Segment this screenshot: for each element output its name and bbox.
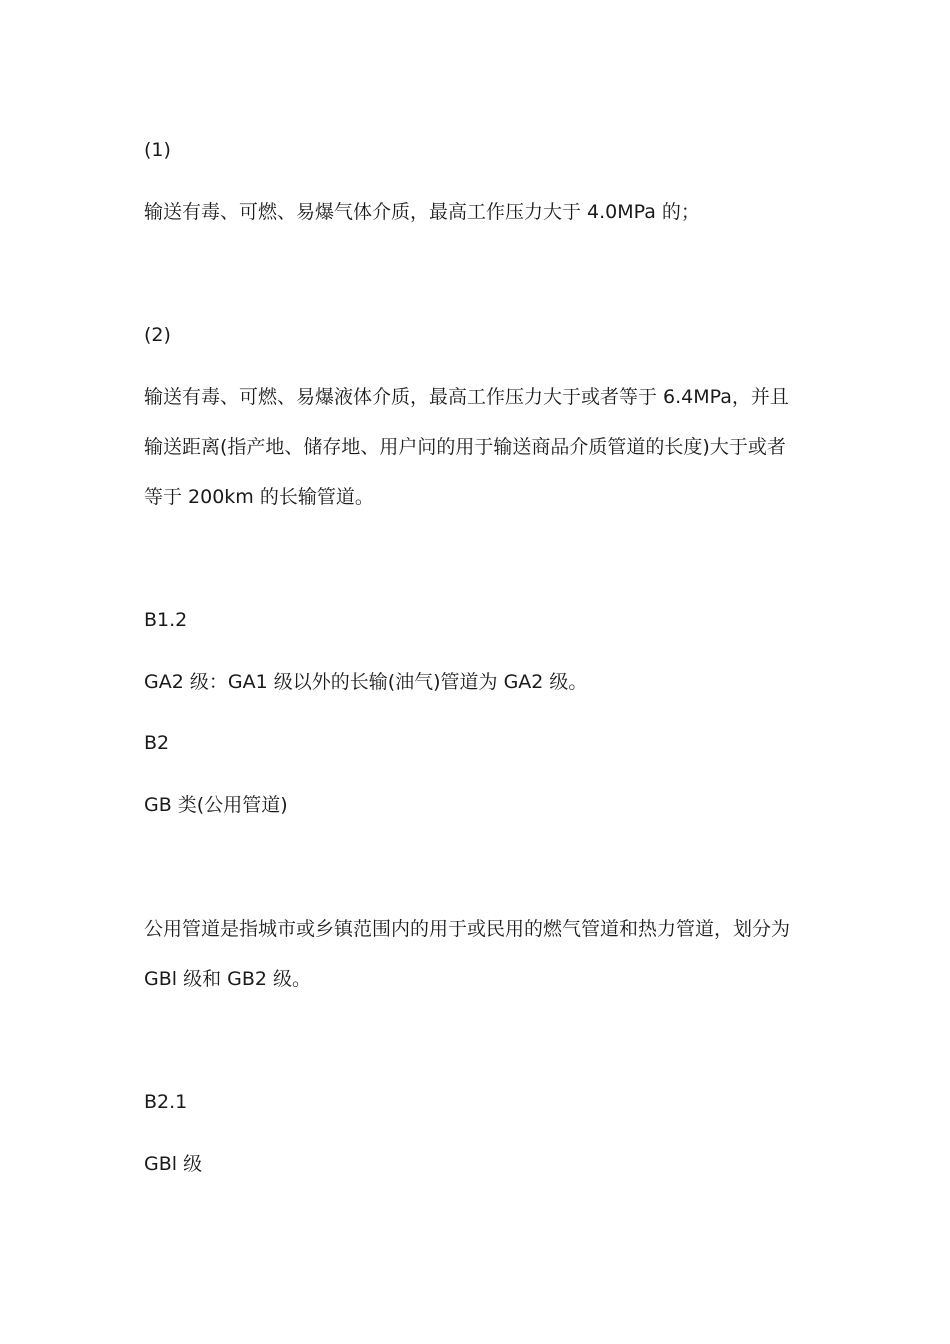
item-2-line-1: 输送有毒、可燃、易爆液体介质，最高工作压力大于或者等于 6.4MPa，并且 bbox=[144, 386, 789, 408]
item-1-text: 输送有毒、可燃、易爆气体介质，最高工作压力大于 4.0MPa 的； bbox=[144, 201, 700, 223]
item-2-label: (2) bbox=[144, 324, 171, 346]
item-1-label: (1) bbox=[144, 139, 171, 161]
section-b2-heading: B2 bbox=[144, 732, 170, 754]
item-2-line-3: 等于 200km 的长输管道。 bbox=[144, 486, 374, 508]
section-b2-desc-line-1: 公用管道是指城市或乡镇范围内的用于或民用的燃气管道和热力管道，划分为 bbox=[144, 918, 791, 940]
section-b21-heading: B2.1 bbox=[144, 1091, 188, 1113]
item-2-line-2: 输送距离(指产地、储存地、用户问的用于输送商品介质管道的长度)大于或者 bbox=[144, 436, 786, 458]
section-b12-text: GA2 级：GA1 级以外的长输(油气)管道为 GA2 级。 bbox=[144, 671, 588, 693]
section-b2-title: GB 类(公用管道) bbox=[144, 794, 288, 816]
section-b2-desc-line-2: GBl 级和 GB2 级。 bbox=[144, 968, 312, 990]
section-b12-heading: B1.2 bbox=[144, 609, 188, 631]
section-b21-text: GBl 级 bbox=[144, 1153, 203, 1175]
